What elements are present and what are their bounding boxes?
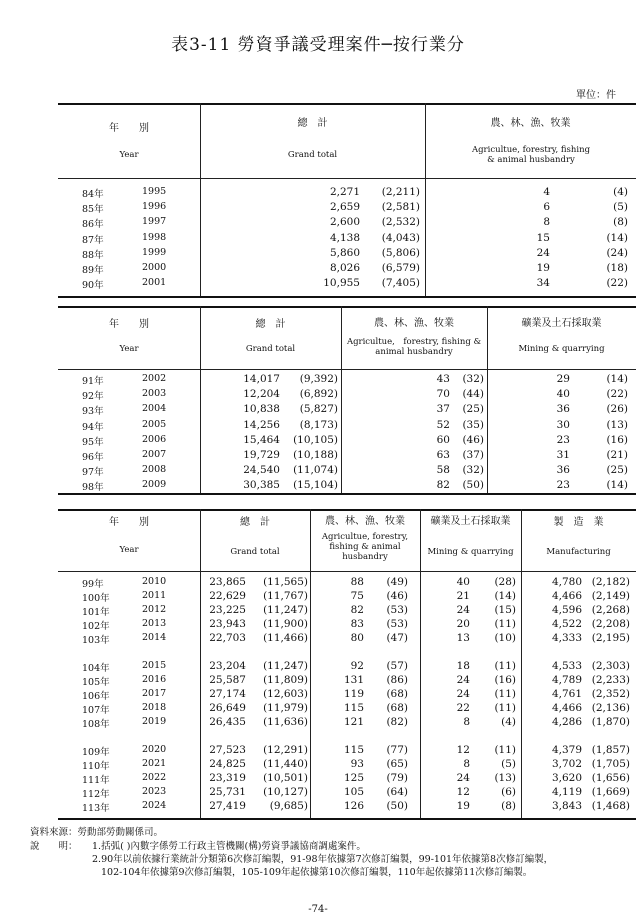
table-cell: 4,596 [551, 604, 582, 617]
table-cell: 52 [436, 418, 450, 431]
table-cell: 2012 [142, 604, 167, 616]
table-cell: 121 [343, 716, 364, 729]
table-cell: (12,603) [263, 688, 308, 701]
table-cell: (82) [386, 716, 408, 729]
table-cell: 22,703 [209, 632, 246, 645]
table-cell: 4 [543, 186, 550, 198]
table-cell: 2001 [142, 277, 167, 289]
table-cell: 24,540 [243, 464, 280, 477]
table-cell: 2011 [142, 590, 167, 602]
table-cell: (11,979) [263, 702, 308, 715]
table-cell: (77) [386, 744, 408, 756]
table-cell: (11,247) [263, 660, 308, 672]
table-cell: (1,656) [591, 772, 630, 785]
table-cell: 23,225 [209, 604, 246, 617]
table-cell: 113年 [82, 803, 110, 815]
table-cell: 3,702 [551, 758, 582, 771]
table-cell: 13 [456, 632, 470, 645]
table-cell: 91年 [82, 376, 104, 387]
table-cell: (44) [462, 388, 484, 401]
table-cell: (21) [606, 449, 628, 461]
table-cell: (2,532) [381, 216, 420, 229]
mining-header: 礦業及土石採取業 [430, 516, 511, 527]
table-cell: 94年 [82, 421, 104, 433]
table-cell: (10,501) [263, 772, 308, 785]
table-cell: (14) [606, 479, 628, 492]
table-cell: 82 [350, 604, 364, 617]
table-cell: 112年 [82, 789, 110, 801]
table-cell: (10,188) [293, 449, 338, 461]
table-cell: 25,731 [209, 786, 246, 799]
note-line-3: 102-104年依據第9次修訂編製，105-109年起依據第10次修訂編製，110年起依據第11次修訂編製。 [101, 867, 533, 878]
table-cell: 4,789 [551, 674, 582, 687]
table-cell: 4,286 [551, 716, 582, 729]
table-cell: (86) [386, 674, 408, 687]
table-cell: 18 [456, 660, 470, 672]
table-cell: (8,173) [299, 418, 338, 431]
table-cell: (50) [462, 479, 484, 492]
table-cell: (2,352) [591, 688, 630, 701]
table-cell: 40 [556, 388, 570, 401]
total-header-en: Grand total [230, 547, 280, 557]
table-cell: 23 [556, 433, 570, 446]
table-cell: (7,405) [381, 277, 420, 290]
table-cell: 23,319 [209, 772, 246, 785]
table-cell: 3,843 [551, 800, 582, 813]
table-cell: 4,466 [551, 702, 582, 715]
table-cell: 14,256 [243, 418, 280, 431]
table-cell: (4,043) [381, 231, 420, 244]
manufacturing-header-en: Manufacturing [546, 547, 611, 557]
notes-label: 說 明： [30, 841, 78, 852]
table-cell: 107年 [82, 705, 110, 717]
table-cell: (8) [501, 800, 516, 813]
table-cell: (11,466) [263, 632, 308, 645]
table-cell: (79) [386, 772, 408, 785]
table-cell: 2021 [142, 758, 167, 770]
table-cell: 2016 [142, 674, 167, 686]
table-cell: 2019 [142, 716, 167, 728]
table-cell: 92 [350, 660, 364, 672]
table-cell: (64) [386, 786, 408, 799]
page-title: 表3-11 勞資爭議受理案件─按行業分 [171, 35, 465, 55]
table-cell: (32) [462, 464, 484, 477]
table-cell: 2013 [142, 618, 167, 630]
table-cell: (4) [501, 716, 516, 729]
table-cell: (11) [494, 618, 516, 631]
table-cell: (11,565) [263, 576, 308, 588]
table-cell: 2004 [142, 403, 167, 415]
table-cell: (68) [386, 688, 408, 701]
table-cell: (2,303) [591, 660, 630, 672]
table-cell: 110年 [82, 761, 110, 773]
table-cell: (13) [494, 772, 516, 785]
note-line-2: 2.90年以前依據行業統計分類第6次修訂編製，91-98年依據第7次修訂編製，99-101年依據第8次修訂編製， [92, 854, 554, 865]
table-cell: 27,174 [209, 688, 246, 701]
table-cell: 24,825 [209, 758, 246, 771]
table-cell: (18) [606, 262, 628, 274]
table-cell: 90年 [82, 280, 104, 292]
table-cell: 58 [436, 464, 450, 477]
table-cell: 97年 [82, 467, 104, 479]
table-cell: (10,105) [293, 433, 338, 446]
table-cell: 2008 [142, 464, 167, 476]
table-cell: 19 [456, 800, 470, 813]
table-cell: 101年 [82, 607, 110, 619]
table-cell: 98年 [82, 482, 104, 494]
table-cell: 4,761 [551, 688, 582, 701]
table-cell: 93年 [82, 406, 104, 418]
table-cell: (11) [494, 660, 516, 672]
table-cell: 103年 [82, 635, 110, 647]
table-cell: 8 [463, 716, 470, 729]
table-cell: (2,195) [591, 632, 630, 645]
table-cell: 1999 [142, 246, 167, 258]
table-cell: (12,291) [263, 744, 308, 756]
table-cell: (65) [386, 758, 408, 771]
table-cell: (14) [606, 373, 628, 385]
table-cell: 10,838 [243, 403, 280, 416]
table-cell: (11) [494, 744, 516, 756]
table-cell: 4,780 [551, 576, 582, 588]
table-cell: 115 [343, 744, 364, 756]
table-cell: 104年 [82, 663, 110, 674]
table-cell: (6,579) [381, 262, 420, 274]
year-header: 年 別 [109, 319, 149, 330]
table-cell: 111年 [82, 775, 110, 787]
table-cell: 26,435 [209, 716, 246, 729]
table-cell: 30,385 [243, 479, 280, 492]
table-cell: (16) [606, 433, 628, 446]
table-cell: 24 [456, 674, 470, 687]
table-cell: (5) [501, 758, 516, 771]
note-line-1: 1.括弧( )內數字係勞工行政主管機關(構)勞資爭議協商調處案件。 [92, 841, 366, 852]
table-cell: 2017 [142, 688, 167, 700]
table-cell: (68) [386, 702, 408, 715]
table-cell: 63 [436, 449, 450, 461]
table-cell: 5,860 [329, 246, 360, 259]
table-cell: 87年 [82, 234, 104, 246]
table-cell: 19 [536, 262, 550, 274]
table-cell: 31 [556, 449, 570, 461]
table-cell: 84年 [82, 189, 104, 200]
table-cell: 4,522 [551, 618, 582, 631]
table-cell: (25) [606, 464, 628, 477]
table-cell: 1996 [142, 201, 167, 213]
table-cell: (46) [462, 433, 484, 446]
agri-header-en: Agricultue, forestry, fishing & animal husbandry [346, 337, 482, 357]
table-cell: (25) [462, 403, 484, 416]
table-cell: 8 [463, 758, 470, 771]
table-cell: (2,581) [381, 201, 420, 214]
table-cell: (16) [494, 674, 516, 687]
year-header: 年 別 [109, 123, 149, 134]
table-cell: 2020 [142, 744, 167, 755]
agri-header-en: Agricultue, forestry, fishing & animal husbandry [321, 532, 409, 562]
table-cell: 2022 [142, 772, 167, 784]
table-cell: 105年 [82, 677, 110, 689]
table-cell: 131 [343, 674, 364, 687]
table-cell: (1,669) [591, 786, 630, 799]
table-cell: 36 [556, 464, 570, 477]
table-cell: 29 [556, 373, 570, 385]
table-cell: 8,026 [329, 262, 360, 274]
table-cell: (46) [386, 590, 408, 603]
table-cell: 20 [456, 618, 470, 631]
table-cell: 108年 [82, 719, 110, 731]
table-cell: 2000 [142, 262, 167, 273]
manufacturing-header: 製 造 業 [553, 517, 604, 528]
table-cell: 2007 [142, 449, 167, 460]
table-cell: (8) [613, 216, 628, 229]
table-cell: (2,208) [591, 618, 630, 631]
agri-header: 農、林、漁、牧業 [490, 118, 571, 129]
table-cell: (2,182) [591, 576, 630, 588]
table-cell: 1998 [142, 231, 167, 243]
table-cell: 2010 [142, 576, 167, 587]
table-cell: 70 [436, 388, 450, 401]
table-cell: 12,204 [243, 388, 280, 401]
table-cell: 82 [436, 479, 450, 492]
table-cell: 24 [456, 772, 470, 785]
table-cell: 12 [456, 744, 470, 756]
table-cell: 2009 [142, 479, 167, 491]
table-cell: (10) [494, 632, 516, 645]
table-cell: (6) [501, 786, 516, 799]
table-cell: (37) [462, 449, 484, 461]
table-cell: 30 [556, 418, 570, 431]
table-cell: 23 [556, 479, 570, 492]
table-cell: (1,468) [591, 800, 630, 813]
table-cell: 109年 [82, 747, 110, 758]
table-cell: 43 [436, 373, 450, 385]
agri-header-en: Agricultue, forestry, fishing & animal husbandry [471, 145, 591, 165]
table-cell: (5,806) [381, 246, 420, 259]
agri-header: 農、林、漁、牧業 [374, 318, 454, 329]
table-cell: (11,636) [263, 716, 308, 729]
table-cell: (28) [494, 576, 516, 588]
total-header: 總 計 [255, 319, 286, 330]
table-cell: (53) [386, 618, 408, 631]
table-cell: (6,892) [299, 388, 338, 401]
table-cell: (14) [494, 590, 516, 603]
table-cell: (35) [462, 418, 484, 431]
mining-header-en: Mining & quarrying [518, 344, 605, 354]
table-cell: 37 [436, 403, 450, 416]
table-cell: 23,943 [209, 618, 246, 631]
table-cell: (2,136) [591, 702, 630, 715]
table-cell: (26) [606, 403, 628, 416]
table-cell: 2014 [142, 632, 167, 644]
table-cell: 27,523 [209, 744, 246, 756]
table-cell: (50) [386, 800, 408, 813]
table-cell: 2018 [142, 702, 167, 714]
table-cell: (1,857) [591, 744, 630, 756]
table-cell: 105 [343, 786, 364, 799]
table-cell: 21 [456, 590, 470, 603]
table-cell: (9,392) [299, 373, 338, 385]
total-header-en: Grand total [245, 344, 296, 354]
table-cell: (4) [613, 186, 628, 198]
table-cell: 36 [556, 403, 570, 416]
table-cell: (32) [462, 373, 484, 385]
table-cell: 1997 [142, 216, 167, 228]
table-cell: 2023 [142, 786, 167, 798]
table-cell: 60 [436, 433, 450, 446]
year-header: 年 別 [109, 517, 149, 528]
table-cell: 22,629 [209, 590, 246, 603]
table-cell: (13) [606, 418, 628, 431]
table-cell: (47) [386, 632, 408, 645]
table-cell: 3,620 [551, 772, 582, 785]
table-cell: (24) [606, 246, 628, 259]
table-cell: 119 [343, 688, 364, 701]
table-cell: 12 [456, 786, 470, 799]
agri-header: 農、林、漁、牧業 [325, 516, 405, 527]
table-cell: 2015 [142, 660, 167, 671]
table-cell: 14,017 [243, 373, 280, 385]
table-cell: 24 [456, 688, 470, 701]
page-number: -74- [308, 904, 328, 915]
table-cell: (15,104) [293, 479, 338, 492]
table-cell: 4,379 [551, 744, 582, 756]
table-cell: 4,138 [329, 231, 360, 244]
table-cell: 4,119 [551, 786, 582, 799]
table-cell: 2,659 [329, 201, 360, 214]
table-cell: (2,211) [381, 186, 420, 198]
table-cell: 92年 [82, 391, 104, 403]
table-cell: 6 [543, 201, 550, 214]
table-cell: 1995 [142, 186, 167, 197]
table-cell: 2006 [142, 433, 167, 445]
table-cell: (49) [386, 576, 408, 588]
table-cell: (11) [494, 688, 516, 701]
table-cell: 125 [343, 772, 364, 785]
table-cell: 4,466 [551, 590, 582, 603]
table-cell: (11,900) [263, 618, 308, 631]
table-cell: 88 [350, 576, 364, 588]
year-header-en: Year [119, 150, 139, 160]
table-cell: 4,533 [551, 660, 582, 672]
table-cell: 95年 [82, 436, 104, 448]
table-cell: 83 [350, 618, 364, 631]
table-cell: 10,955 [323, 277, 360, 290]
table-cell: 100年 [82, 593, 110, 605]
table-cell: 15 [536, 231, 550, 244]
table-cell: (57) [386, 660, 408, 672]
mining-header-en: Mining & quarrying [427, 547, 514, 557]
table-cell: (2,268) [591, 604, 630, 617]
year-header-en: Year [119, 545, 139, 555]
table-cell: 75 [350, 590, 364, 603]
table-cell: 4,333 [551, 632, 582, 645]
table-cell: (5) [613, 201, 628, 214]
table-cell: (1,870) [591, 716, 630, 729]
table-cell: (11,247) [263, 604, 308, 617]
table-cell: 8 [543, 216, 550, 229]
mining-header: 礦業及土石採取業 [521, 318, 602, 329]
table-cell: 2,271 [329, 186, 360, 198]
table-cell: 2005 [142, 418, 167, 430]
table-cell: 2002 [142, 373, 167, 384]
unit-label: 單位：件 [576, 90, 616, 101]
table-cell: (22) [606, 388, 628, 401]
table-cell: 2024 [142, 800, 167, 812]
table-cell: (11,440) [263, 758, 308, 771]
table-cell: (2,149) [591, 590, 630, 603]
source-note: 資料來源：勞動部勞動關係司。 [30, 827, 164, 838]
table-cell: (2,233) [591, 674, 630, 687]
table-cell: 2,600 [329, 216, 360, 229]
table-cell: 106年 [82, 691, 110, 703]
table-cell: 88年 [82, 249, 104, 261]
table-cell: 86年 [82, 219, 104, 231]
total-header: 總 計 [240, 517, 270, 528]
table-cell: 26,649 [209, 702, 246, 715]
table-cell: 25,587 [209, 674, 246, 687]
table-cell: 23,204 [209, 660, 246, 672]
table-cell: 80 [350, 632, 364, 645]
table-cell: 15,464 [243, 433, 280, 446]
table-cell: 89年 [82, 265, 104, 276]
table-cell: (53) [386, 604, 408, 617]
table-cell: 85年 [82, 204, 104, 216]
total-header: 總 計 [297, 118, 328, 129]
table-cell: 22 [456, 702, 470, 715]
table-cell: (1,705) [591, 758, 630, 771]
table-cell: 99年 [82, 579, 104, 590]
table-cell: 40 [456, 576, 470, 588]
table-cell: 102年 [82, 621, 110, 633]
table-cell: 19,729 [243, 449, 280, 461]
table-cell: 2003 [142, 388, 167, 400]
table-cell: 126 [343, 800, 364, 813]
table-cell: 23,865 [209, 576, 246, 588]
table-cell: 96年 [82, 452, 104, 463]
table-cell: (5,827) [299, 403, 338, 416]
table-cell: 24 [456, 604, 470, 617]
total-header-en: Grand total [287, 150, 338, 160]
table-cell: (11,074) [293, 464, 338, 477]
table-cell: (14) [606, 231, 628, 244]
table-cell: 34 [536, 277, 550, 290]
table-cell: (9,685) [269, 800, 308, 813]
year-header-en: Year [119, 344, 139, 354]
table-cell: (15) [494, 604, 516, 617]
table-cell: (11,809) [263, 674, 308, 687]
table-cell: (11) [494, 702, 516, 715]
table-cell: 115 [343, 702, 364, 715]
table-cell: 93 [350, 758, 364, 771]
table-cell: (11,767) [263, 590, 308, 603]
table-cell: (22) [606, 277, 628, 290]
table-cell: (10,127) [263, 786, 308, 799]
table-cell: 24 [536, 246, 550, 259]
table-cell: 27,419 [209, 800, 246, 813]
